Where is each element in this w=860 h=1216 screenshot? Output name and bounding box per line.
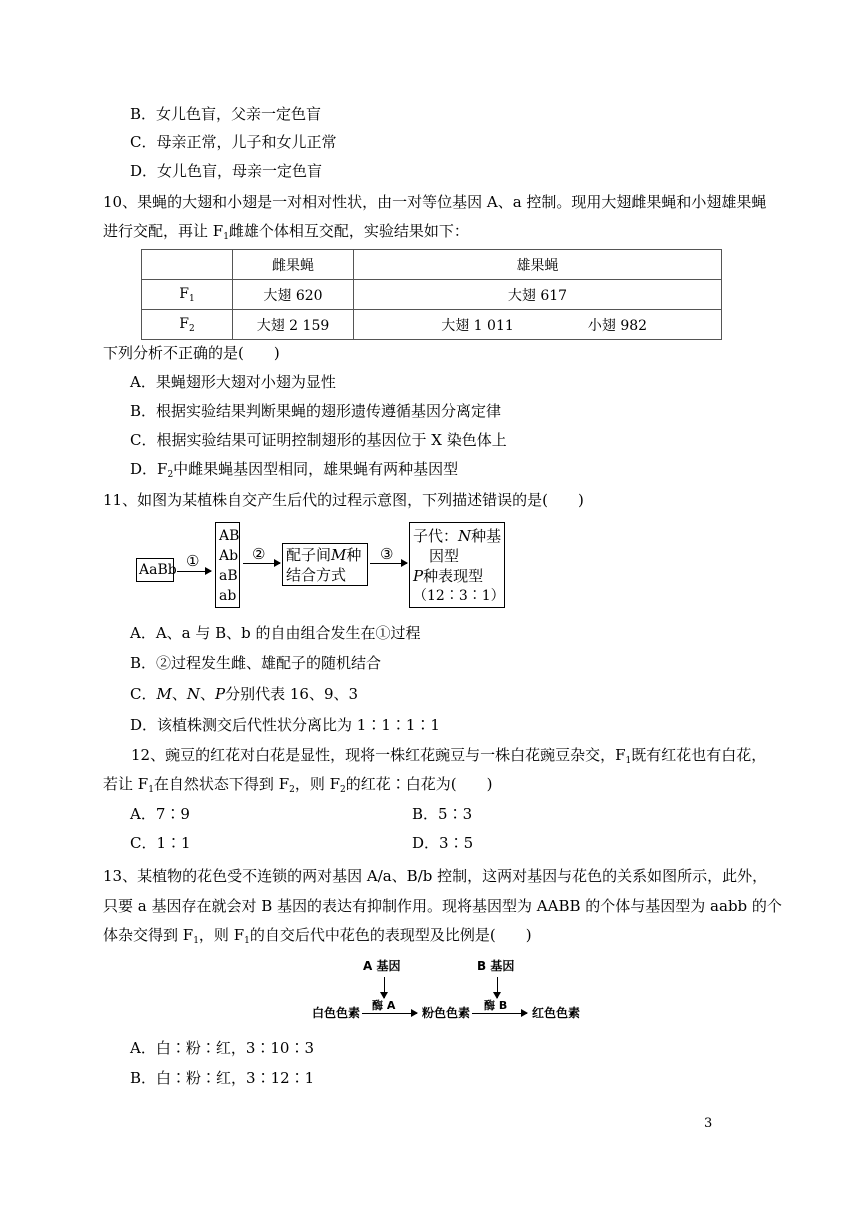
step3-label: ③	[380, 545, 394, 563]
q10-stem-line1: 10、果蝇的大翅和小翅是一对相对性状，由一对等位基因 A、a 控制。现用大翅雌果蝇和小翅雄果蝇	[103, 193, 767, 211]
q11-option-c: C．M、N、P分别代表 16、9、3	[130, 685, 359, 703]
f2-male-large: 大翅 1 011	[441, 317, 514, 334]
row-label-f1: $F_1$	[142, 280, 233, 310]
combination-line1: 配子间M种	[286, 546, 362, 564]
gene-a-arrow	[384, 977, 385, 998]
offspring-line2: 因型	[429, 547, 460, 565]
q9-option-d: D．女儿色盲，母亲一定色盲	[130, 162, 323, 180]
q10-option-a: A．果蝇翅形大翅对小翅为显性	[130, 373, 336, 391]
gene-a-label: A 基因	[363, 959, 401, 973]
q13-stem-line1: 13、某植物的花色受不连锁的两对基因 A/a、B/b 控制，这两对基因与花色的关系如图所示，此外，	[103, 867, 768, 885]
table-row-f1	[142, 280, 722, 310]
q12-option-b: B．5∶3	[412, 805, 473, 823]
q11-option-a: A．A、a 与 B、b 的自由组合发生在①过程	[130, 624, 421, 642]
q12-option-d: D．3∶5	[412, 834, 474, 852]
step1-label: ①	[186, 552, 200, 570]
parent-genotype: AaBb	[139, 562, 177, 578]
red-pigment: 红色色素	[532, 1006, 581, 1020]
gamete-ab-upper: AB	[219, 528, 240, 544]
f2-female-cell: 大翅 2 159	[233, 310, 354, 340]
gamete-ab-mixed: Ab	[219, 548, 239, 564]
q11-stem: 11、如图为某植株自交产生后代的过程示意图，下列描述错误的是( )	[103, 491, 584, 509]
f1-male-cell: 大翅 617	[354, 280, 722, 310]
white-pigment: 白色色素	[312, 1006, 361, 1020]
q10-option-c: C．根据实验结果可证明控制翅形的基因位于 X 染色体上	[130, 431, 507, 449]
enzyme-b-arrow	[472, 1013, 527, 1014]
q13-option-a: A．白∶粉∶红，3∶10∶3	[130, 1039, 315, 1057]
enzyme-b-label: 酶 B	[484, 999, 508, 1012]
gamete-ab-lower-a: aB	[219, 568, 238, 584]
q10-ask: 下列分析不正确的是( )	[103, 344, 280, 362]
q9-option-b: B．女儿色盲，父亲一定色盲	[130, 105, 322, 123]
pink-pigment: 粉色色素	[422, 1006, 471, 1020]
offspring-line3: P种表现型	[413, 567, 484, 585]
q11-option-d: D．该植株测交后代性状分离比为 1∶1∶1∶1	[130, 716, 440, 734]
table-row-f2	[142, 310, 722, 340]
q10-stem-line2: 进行交配，再让 $F_1$雌雄个体相互交配，实验结果如下：	[103, 222, 469, 242]
q9-option-c: C．母亲正常，儿子和女儿正常	[130, 133, 337, 151]
q10-option-d: D．$F_2$中雌果蝇基因型相同，雄果蝇有两种基因型	[130, 460, 459, 480]
step2-label: ②	[252, 545, 266, 563]
q13-option-b: B．白∶粉∶红，3∶12∶1	[130, 1069, 315, 1087]
q12-option-a: A．7∶9	[130, 805, 190, 823]
gene-b-arrow	[497, 977, 498, 998]
arrow-step1	[177, 571, 211, 572]
f1-female-cell: 大翅 620	[233, 280, 354, 310]
q12-stem-line1: 12、豌豆的红花对白花是显性，现将一株红花豌豆与一株白花豌豆杂交，$F_1$既有红花也有白花，	[131, 746, 767, 766]
f2-male-cell	[354, 310, 722, 340]
header-female: 雌果蝇	[233, 250, 354, 280]
q12-option-c: C．1∶1	[130, 834, 191, 852]
results-table	[141, 249, 722, 340]
q13-stem-line3: 体杂交得到 $F_1$，则 $F_1$的自交后代中花色的表现型及比例是( )	[103, 926, 532, 946]
gene-b-label: B 基因	[477, 959, 515, 973]
gamete-ab-lower: ab	[219, 588, 237, 604]
table-corner-cell	[142, 250, 233, 280]
q10-option-b: B．根据实验结果判断果蝇的翅形遗传遵循基因分离定律	[130, 402, 502, 420]
q11-option-b: B．②过程发生雌、雄配子的随机结合	[130, 654, 382, 672]
q13-stem-line2: 只要 a 基因存在就会对 B 基因的表达有抑制作用。现将基因型为 AABB 的个体与基因型为 aabb 的个	[103, 897, 782, 915]
table-header-row	[142, 250, 722, 280]
q12-stem-line2: 若让 $F_1$在自然状态下得到 $F_2$，则 $F_2$的红花∶白花为( )	[103, 775, 493, 795]
header-male: 雄果蝇	[354, 250, 722, 280]
offspring-line1: 子代：N种基	[413, 527, 502, 545]
page-number: 3	[704, 1116, 713, 1131]
f2-male-small: 小翅 982	[587, 317, 648, 334]
offspring-ratio: （12∶3∶1）	[413, 588, 505, 604]
enzyme-a-label: 酶 A	[372, 999, 396, 1012]
row-label-f2: $F_2$	[142, 310, 233, 340]
enzyme-a-arrow	[362, 1013, 417, 1014]
combination-line2: 结合方式	[286, 566, 347, 584]
